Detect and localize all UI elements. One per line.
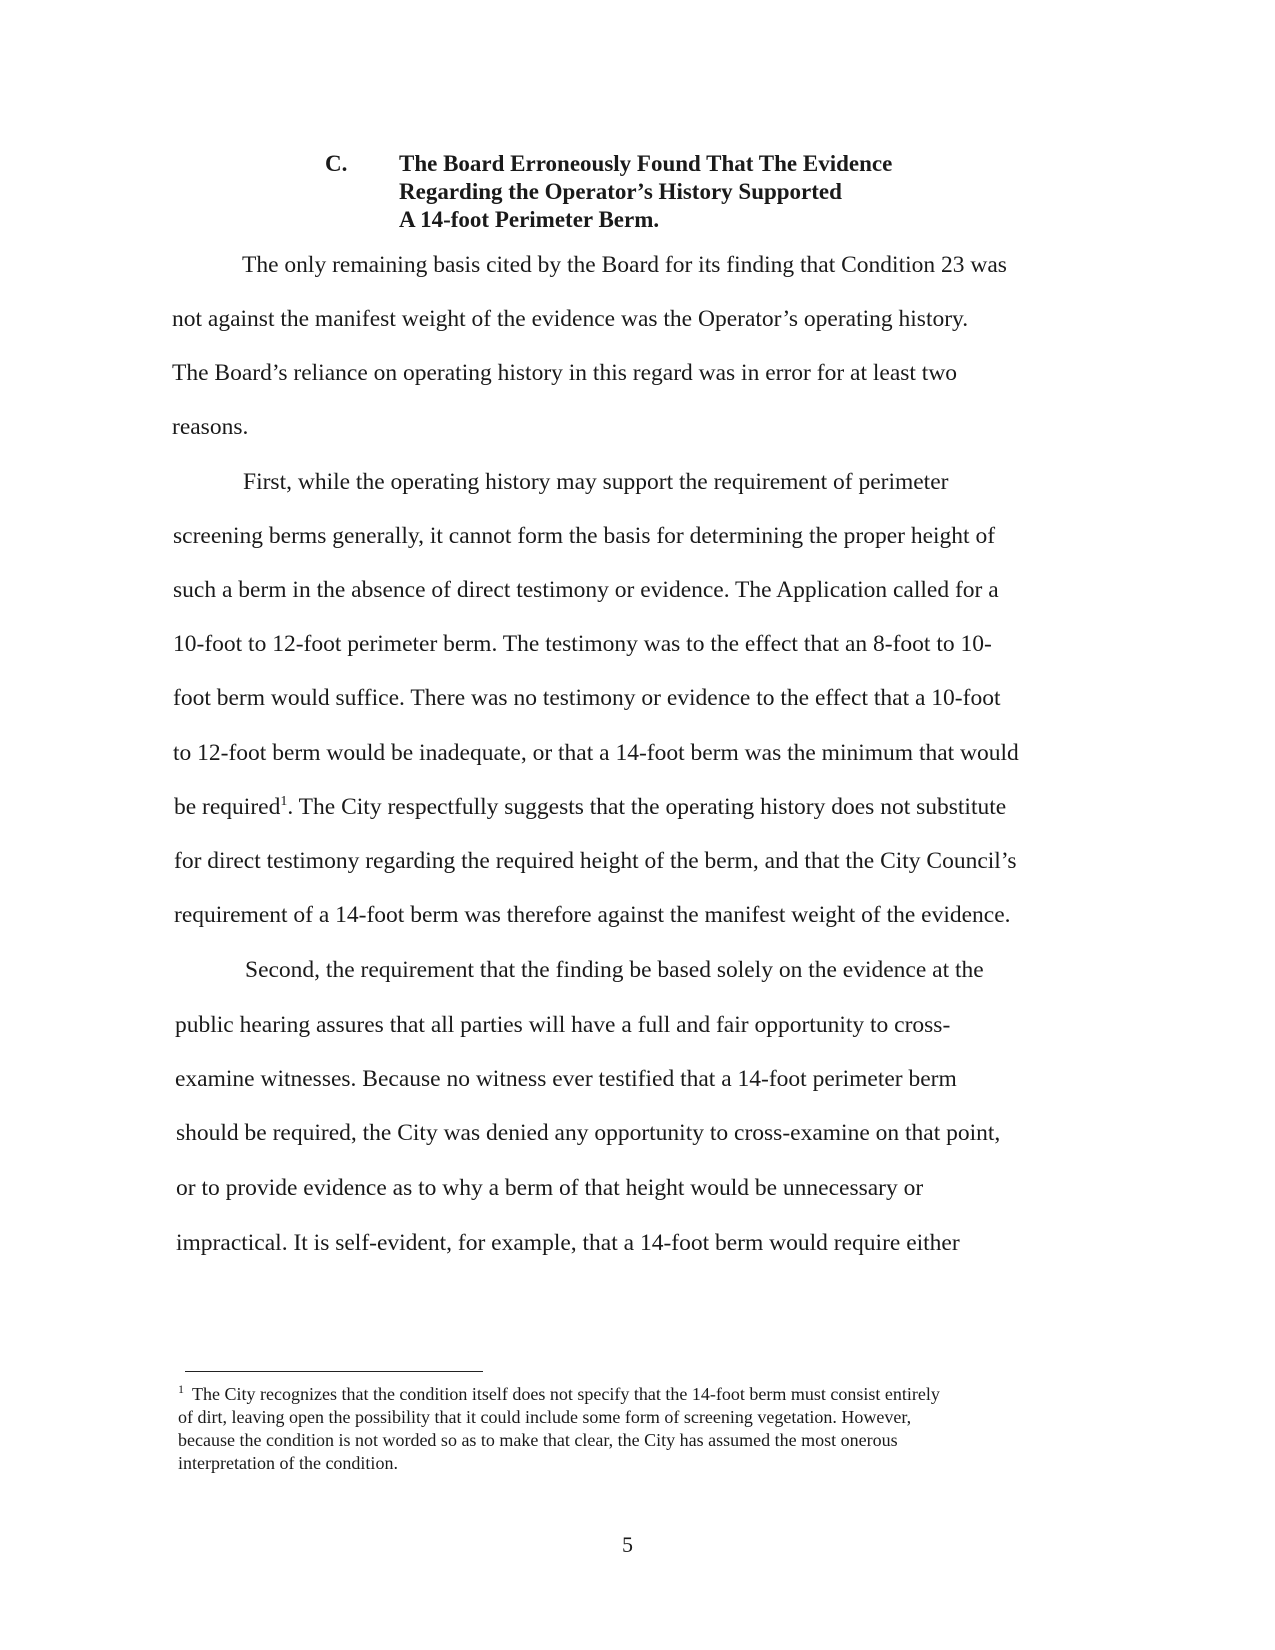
paragraph-line: reasons. xyxy=(172,414,249,440)
page-number: 5 xyxy=(622,1532,633,1557)
paragraph-line: The Board’s reliance on operating history in this regard was in error for at least two xyxy=(172,360,958,386)
section-title-line: A 14-foot Perimeter Berm. xyxy=(399,207,660,232)
paragraph-line: not against the manifest weight of the evidence was the Operator’s operating history. xyxy=(172,306,969,332)
paragraph-line: should be required, the City was denied any opportunity to cross-examine on that point, xyxy=(176,1120,1001,1146)
footnote-number: 1 xyxy=(178,1382,184,1396)
section-title-line: Regarding the Operator’s History Supported xyxy=(399,179,842,204)
section-letter: C. xyxy=(325,151,348,176)
section-title-line: The Board Erroneously Found That The Evidence xyxy=(399,151,893,176)
paragraph-line: foot berm would suffice. There was no testimony or evidence to the effect that a 10-foot xyxy=(173,685,1001,711)
paragraph-line: requirement of a 14-foot berm was therefore against the manifest weight of the evidence. xyxy=(174,902,1011,928)
paragraph-line: to 12-foot berm would be inadequate, or that a 14-foot berm was the minimum that would xyxy=(173,740,1019,766)
footnote-divider xyxy=(185,1371,483,1372)
footnote-line: interpretation of the condition. xyxy=(178,1453,398,1473)
section-heading xyxy=(325,150,1025,234)
paragraph-text: be required xyxy=(174,794,281,820)
paragraph-line: or to provide evidence as to why a berm of that height would be unnecessary or xyxy=(176,1175,924,1201)
paragraph-line: Second, the requirement that the finding be based solely on the evidence at the xyxy=(245,957,984,983)
footnote-line: of dirt, leaving open the possibility that it could include some form of screening vegetation. However, xyxy=(178,1407,912,1427)
paragraph-line: such a berm in the absence of direct testimony or evidence. The Application called for a xyxy=(173,577,999,603)
paragraph-line: impractical. It is self-evident, for example, that a 14-foot berm would require either xyxy=(176,1230,960,1256)
paragraph-line xyxy=(174,793,1006,821)
paragraph-line: The only remaining basis cited by the Board for its finding that Condition 23 was xyxy=(242,252,1007,278)
paragraph-line: public hearing assures that all parties will have a full and fair opportunity to cross- xyxy=(175,1012,951,1038)
footnote-text: The City recognizes that the condition itself does not specify that the 14-foot berm must consist entirely xyxy=(192,1384,940,1404)
footnote-line: because the condition is not worded so as to make that clear, the City has assumed the most onerous xyxy=(178,1430,898,1450)
paragraph-line: for direct testimony regarding the required height of the berm, and that the City Council’s xyxy=(174,848,1017,874)
paragraph-line: screening berms generally, it cannot form the basis for determining the proper height of xyxy=(173,523,996,549)
paragraph-line: examine witnesses. Because no witness ever testified that a 14-foot perimeter berm xyxy=(175,1066,957,1092)
footnote-reference: 1 xyxy=(280,794,288,810)
section-title xyxy=(399,150,1025,234)
paragraph-text: . The City respectfully suggests that the operating history does not substitute xyxy=(287,794,1007,820)
paragraph-line: First, while the operating history may support the requirement of perimeter xyxy=(243,469,949,495)
footnote-line xyxy=(178,1383,940,1405)
paragraph-line: 10-foot to 12-foot perimeter berm. The testimony was to the effect that an 8-foot to 10- xyxy=(173,631,992,657)
